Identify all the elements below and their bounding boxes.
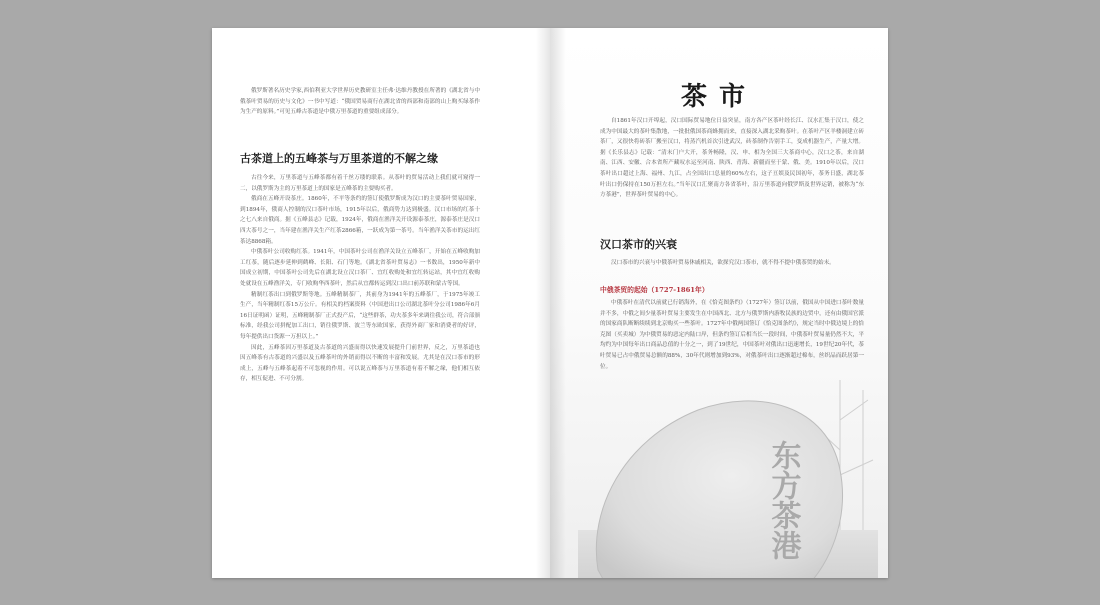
body-text [600,116,864,201]
body-paragraph: 中俄茶叶公司收购红茶。1941年，中国茶叶公司在渔洋关设立五峰茶厂，开始在五峰收购加工红茶，随后逐步延伸到鹤峰、长阳、石门等地。《湖北省茶叶贸易志》一书数出，1950年新中国成立初期，中国茶叶公司先后在湖北设立汉口茶厂、宜红收购处和宜红转运站，其中宜红收购处就设在五峰渔洋关，专门收购华西茶叶，然后从宜都转运到汉口出口前苏联和蒙古等国。 [240,249,480,287]
gutter-shadow [550,28,566,578]
intro-block [240,86,480,118]
body-paragraph: 汉口茶市的兴衰与中俄茶叶贸易休戚相关，欲探究汉口茶市，就不得不提中俄茶贸的始末。 [611,260,835,266]
intro-paragraph: 俄罗斯著名历史学家,西伯利亚大学世界历史教研室主任弗·达维丹教授在所著的《湖北省与中俄茶叶贸易的历史与文化》一书中写道：“俄国贸易商行在湖北省的西部和南部的山上购买绿茶作为生产的原料。”可见五峰古茶道是中俄万里茶道的重要组成部分。 [240,88,480,116]
body-paragraph: 精制红茶出口到俄罗斯等地。五峰精制茶厂，其前身为1941年的五峰茶厂，于1975年竣工生产，当年精制红茶15万公斤。有相关的档案资料（中国进出口公司湖北茶叶分公司1986年6月16日证明函）证明，五峰精制茶厂正式投产后，“这些群茶，功夫茶多年来调往我公司，符合部颁标准，经我公司拼配加工出口，销往俄罗斯、波兰等东欧国家，获得外商厂家和消费者的好评，每年提供出口货源一万担以上。” [240,291,480,340]
gutter-shadow [536,28,550,578]
section-heading: 汉口茶市的兴衰 [600,238,677,251]
body-paragraph: 因此，五峰茶因万里茶道及古茶道的兴盛而得以快速发展提升门前世界，反之，万里茶道也因五峰茶有古茶道的兴盛以及五峰茶叶的外销而得以不断的丰富和发展。尤其是在汉口茶市的形成上，五峰与五峰茶起着不可忽视的作用。可以说五峰茶与万里茶道有着不解之缘，他们相互依存，相互促进、不可分割。 [240,344,480,383]
page-title: 茶市 [680,82,757,112]
body-paragraph: 中俄茶叶在清代以前就已行销海外，在《恰克图条约》（1727年）签订以前，俄国从中国进口茶叶数量并不多，中俄之间少量茶叶贸易主要发生在中国西北、北方与俄罗斯内游牧民族的边贸中，还有由俄国官派的国家商队断断续续到北京购买一些茶叶。1727年中俄两国签订《恰克图条约》，规定当时中俄边境上的恰克图（买卖城）为中俄贸易的惡定内陆口岸，但条约签订后相当长一段时间，中俄茶叶贸易量仍然不大，平均约为中国每年出口商品总值的十分之一，到了19世纪，中国茶叶对俄出口迅速增长，19世纪20年代，茶叶贸易已占中俄贸易总额的88%，30年代则增加到93%，对俄茶叶出口逐渐超过棉布，丝织品而跃居第一位。 [600,300,864,370]
book-spread [212,28,888,578]
subheading: 中俄茶贸的起始（1727-1861年） [600,286,709,294]
stone-inscription: 东方茶港 [765,440,801,560]
body-text [600,298,864,372]
body-paragraph: 自1861年汉口开埠起，汉口国际贸易地位日益突显，南方各产区茶叶经长江、汉水汇集于汉口，使之成为中国最大的茶叶集散地，一批批俄国茶商蜂拥而来，直接深入湖北采购茶叶。在茶叶产区羊楼洞建立砖茶厂，又很快将砖茶厂搬至汉口，将蒸汽机首次引进武汉，砖茶制作告别手工，变成机器生产，产量大增。据《长乐县志》记载：“清末门户大开，茶务畅隆，汉、申、相为全国三大茶商中心，汉口之茶，来自湖南、江西、安徽、合本省所产藏叹水运至河南、陕西、青海、新疆而至于蒙、俄、美。1910年以后，汉口茶叶出口超过上海、福州、九江，占全国出口总量的60%左右，这子亘娱及民国初年，茶务日盛，湖北茶叶出口仍保持在150万担左右。”当年汉口汇聚南方各省茶叶，沿万里茶道向俄罗斯及世界运销，被称为“东方茶港”，世界茶叶贸易的中心。 [600,118,864,199]
body-text [240,173,480,385]
intro-block [600,258,864,269]
stone-monument-image [578,380,878,578]
body-paragraph: 古往今来，万里茶道与五峰茶都有着千丝万缕的联系。从茶叶的贸易活动上我们就可窥得一二，以俄罗斯为主的万里茶道上的国家是五峰茶的主要购买者。 [240,175,480,192]
body-paragraph: 俄商在五峰开设茶庄。1860年，不平等条约的签订使俄罗斯成为汉口的主要茶叶贸易国家，到1894年，俄商人控制的汉口茶叶市场，1915年以后，俄商势力达到极盛。汉口市场的红茶十之七八来自俄商。据《五峰县志》记载，1924年，俄商在渔洋关开设源泰茶庄，源泰茶庄是汉口四大茶号之一，当年建在渔洋关生产红茶2866箱，一跃成为第一茶号。当年渔洋关茶市的运出红茶达8868箱。 [240,196,480,245]
stone [596,401,842,578]
left-page [212,28,550,578]
right-page [550,28,888,578]
section-heading: 古茶道上的五峰茶与万里茶道的不解之缘 [240,152,438,165]
